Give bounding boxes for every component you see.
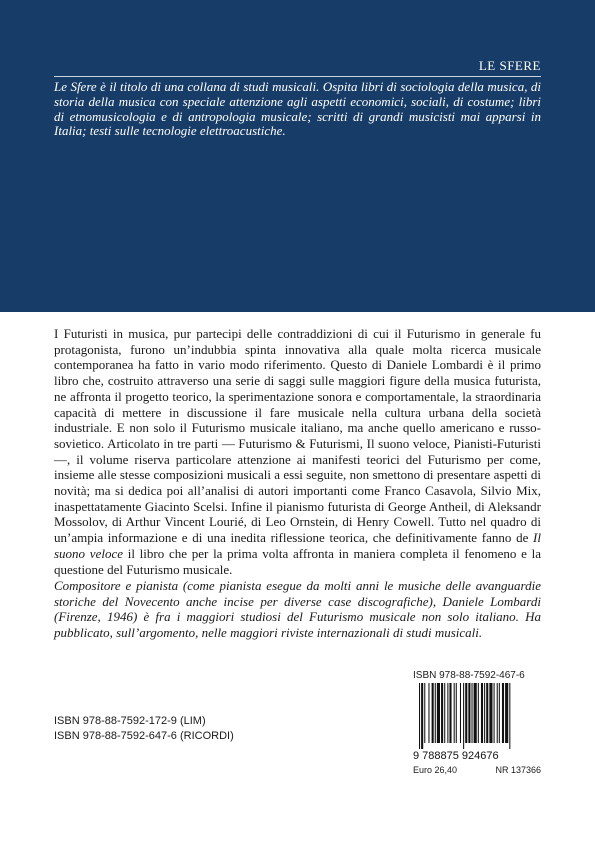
price: Euro 26,40	[413, 765, 458, 775]
barcode-bar	[494, 683, 495, 743]
barcode-bar	[463, 683, 464, 749]
barcode-bar	[481, 683, 483, 743]
series-band	[0, 0, 595, 312]
series-divider	[54, 76, 541, 77]
barcode-block	[413, 670, 541, 775]
barcode-isbn: ISBN 978-88-7592-467-6	[413, 670, 525, 681]
barcode-bar	[424, 683, 425, 743]
series-name: LE SFERE	[478, 58, 541, 73]
barcode-bar	[472, 683, 473, 743]
barcode-bar	[509, 683, 510, 749]
barcode-bar	[441, 683, 443, 743]
barcode-bar	[468, 683, 470, 743]
barcode-bar	[419, 683, 420, 749]
barcode-digits: 9 788875 924676	[413, 750, 499, 761]
book-description-text: I Futuristi in musica, pur partecipi delle contraddizioni di cui il Futurismo in generale fu protagonista, furono un’indubbia spinta innovativa alla quale molta ricerca musicale contemporanea ha fatto in vario modo riferimento. Questo di Daniele Lombardi è il primo libro che, costruito attraverso una serie di saggi sulle maggiori figure della musica futurista, ne affronta il progetto teorico, la sperimentazione sonora e comportamentale, la straordinaria capacità di mettere in discussione il fare musicale nella cultura urbana della società industriale. E non solo il Futurismo musicale italiano, ma anche quello americano e russo-sovietico. Articolato in tre parti — Futurismo & Futurismi, Il suono veloce, Pianisti-Futuristi —, il volume riserva particolare attenzione ai manifesti teorici del Futurismo per come, insieme alle stesse composizioni musicali a essi seguite, non smettono di presentare aspetti di novità; ma si dedica poi all’analisi di autori importanti come Franco Casavola, Silvio Mix, inaspettatamente Giacinto Scelsi. Infine il pianismo futurista di George Antheil, di Aleksandr Mossolov, di Arthur Vincent Lourié, di Leo Ornstein, di Henry Cowell. Tutto nel quadro di un’ampia informazione e di una inedita riflessione teorica, che definitivamente fanno de	[54, 326, 541, 546]
barcode-bar	[489, 683, 492, 743]
price-line	[413, 765, 541, 775]
isbn-lim: ISBN 978-88-7592-172-9 (LIM)	[54, 715, 206, 727]
book-description-end: il libro che per la prima volta affronta in maniera completa il fenomeno e la questione del Futurismo musicale.	[54, 545, 541, 577]
barcode-bar	[484, 683, 485, 743]
barcode-bar	[447, 683, 448, 743]
barcode-bar	[444, 683, 445, 743]
barcode-bar	[421, 683, 423, 749]
barcode-bar	[435, 683, 436, 743]
book-description	[54, 326, 541, 577]
book-title-italic: Il suono veloce	[54, 530, 541, 561]
barcode-bar	[432, 683, 434, 743]
barcode-bar	[499, 683, 500, 743]
series-description: Le Sfere è il titolo di una collana di studi musicali. Ospita libri di sociologia della musica, di storia della musica con speciale attenzione agli aspetti economici, sociali, di costume; libri di etnomusicologia e di antropologia musicale; scritti di grandi musicisti mai apparsi in Italia; testi sulle tecnologie elettroacustiche.	[54, 79, 541, 139]
barcode-bar	[474, 683, 477, 743]
barcode-bar	[454, 683, 455, 743]
barcode-bar	[505, 683, 508, 743]
author-bio: Compositore e pianista (come pianista esegue da molti anni le musiche delle avanguardie storiche del Novecento anche incise per diverse case discografiche), Daniele Lombardi (Firenze, 1946) è fra i maggiori studiosi del Futurismo musicale non solo italiano. Ha pubblicato, sull’argomento, nelle maggiori riviste internazionali di studi musicali.	[54, 578, 541, 640]
isbn-list	[54, 714, 234, 744]
barcode-bar	[497, 683, 498, 743]
barcode-icon	[413, 683, 541, 761]
isbn-ricordi: ISBN 978-88-7592-647-6 (RICORDI)	[54, 730, 234, 742]
barcode-bar	[456, 683, 457, 743]
barcode-bar	[486, 683, 488, 743]
barcode-bar	[465, 683, 467, 743]
nr-code: NR 137366	[495, 765, 541, 775]
barcode-bar	[428, 683, 429, 743]
barcode-bar	[460, 683, 461, 743]
barcode-bar	[437, 683, 440, 743]
barcode-bar	[449, 683, 451, 743]
barcode-bar	[478, 683, 479, 743]
barcode-bar	[502, 683, 504, 743]
